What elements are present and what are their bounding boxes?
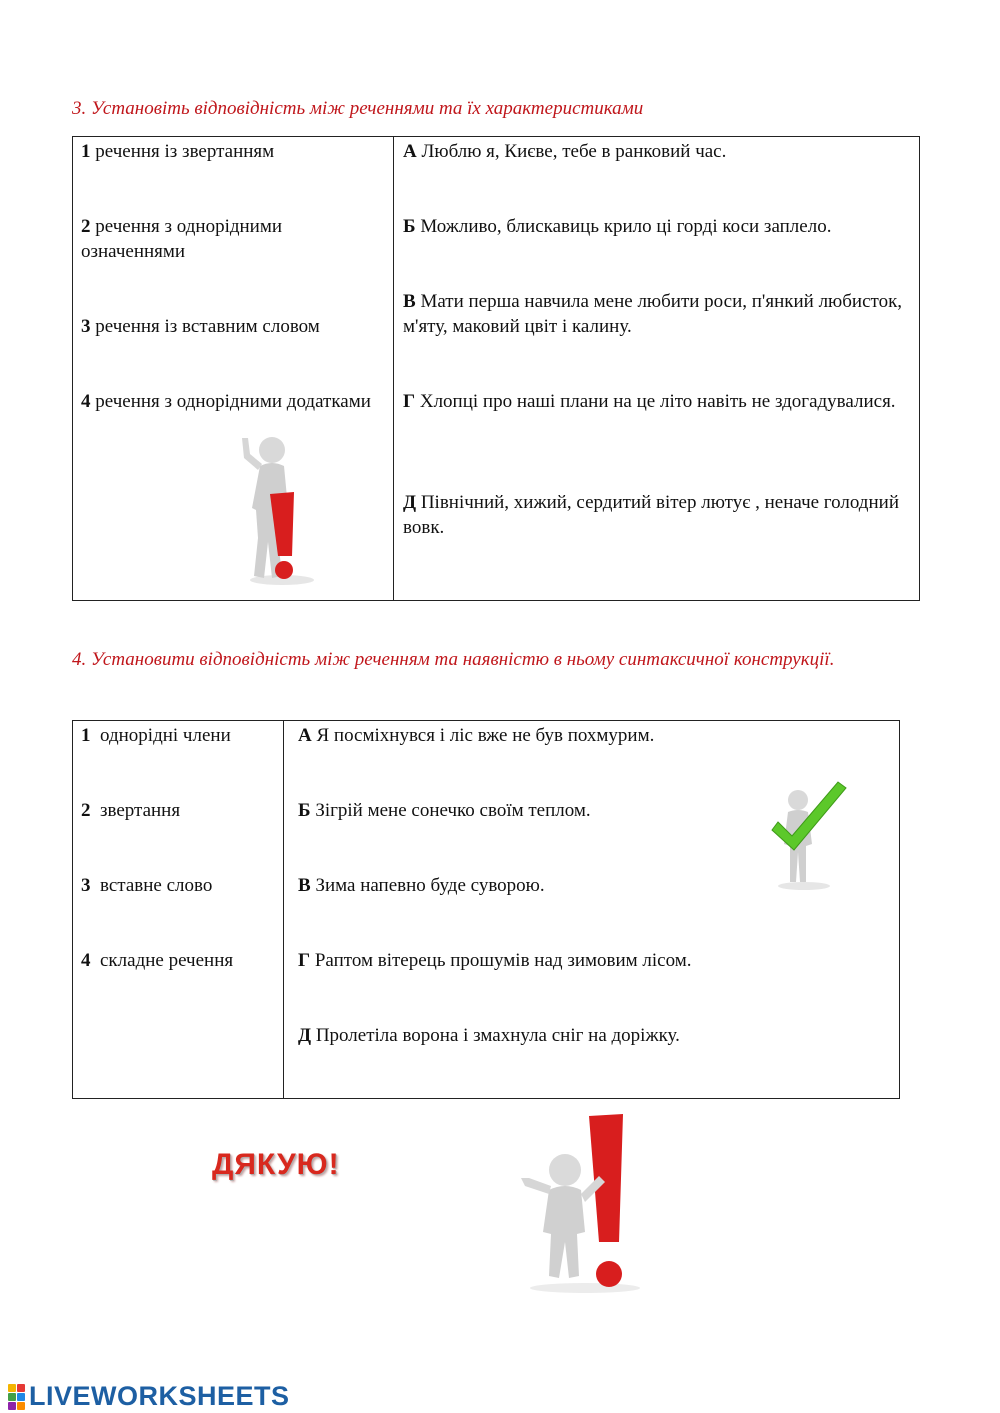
logo-blocks-icon xyxy=(8,1384,25,1410)
task3-right-item-v: В Мати перша навчила мене любити роси, п'янкий любисток, м'яту, маковий цвіт і калину. xyxy=(403,291,903,337)
task3-left-item-1: 1 речення із звертанням xyxy=(81,141,275,162)
thanks-text: ДЯКУЮ! xyxy=(212,1148,340,1181)
person-big-exclamation-icon xyxy=(515,1112,655,1294)
task4-right-item-v: В Зима напевно буде суворою. xyxy=(298,875,545,896)
task3-right-item-a: А Люблю я, Києве, тебе в ранковий час. xyxy=(403,141,727,162)
task3-left-item-4: 4 речення з однорідними додатками xyxy=(81,391,371,412)
column-divider xyxy=(393,137,394,600)
task4-table xyxy=(72,720,900,1099)
task4-right-item-d: Д Пролетіла ворона і змахнула сніг на доріжку. xyxy=(298,1025,680,1046)
task4-right-item-b: Б Зігрій мене сонечко своїм теплом. xyxy=(298,800,591,821)
task3-right-item-b: Б Можливо, блискавиць крило ці горді коси заплело. xyxy=(403,216,832,237)
liveworksheets-logo[interactable] xyxy=(8,1381,290,1412)
task3-right-item-g: Г Хлопці про наші плани на це літо навіть не здогадувалися. xyxy=(403,391,896,412)
task4-left-item-2: 2 звертання xyxy=(81,800,181,821)
task4-heading: 4. Установити відповідність між реченням та наявністю в ньому синтаксичної конструкції. xyxy=(72,649,835,670)
task3-heading: 3. Установіть відповідність між реченнями та їх характеристиками xyxy=(72,98,644,119)
person-checkmark-icon xyxy=(768,778,858,893)
column-divider xyxy=(283,721,284,1098)
task4-left-item-3: 3 вставне слово xyxy=(81,875,213,896)
task4-right-item-a: А Я посміхнувся і ліс вже не був похмурим. xyxy=(298,725,655,746)
task4-left-item-4: 4 складне речення xyxy=(81,950,234,971)
logo-text: LIVEWORKSHEETS xyxy=(29,1381,290,1411)
task3-right-item-d: Д Північний, хижий, сердитий вітер лютує , неначе голодний вовк. xyxy=(403,492,899,538)
task3-table xyxy=(72,136,920,601)
task3-left-item-3: 3 речення із вставним словом xyxy=(81,316,320,337)
task3-left-item-2: 2 речення з однорідними означеннями xyxy=(81,216,283,262)
task4-left-item-1: 1 однорідні члени xyxy=(81,725,231,746)
person-exclamation-icon xyxy=(222,428,318,588)
task4-right-item-g: Г Раптом вітерець прошумів над зимовим лісом. xyxy=(298,950,692,971)
